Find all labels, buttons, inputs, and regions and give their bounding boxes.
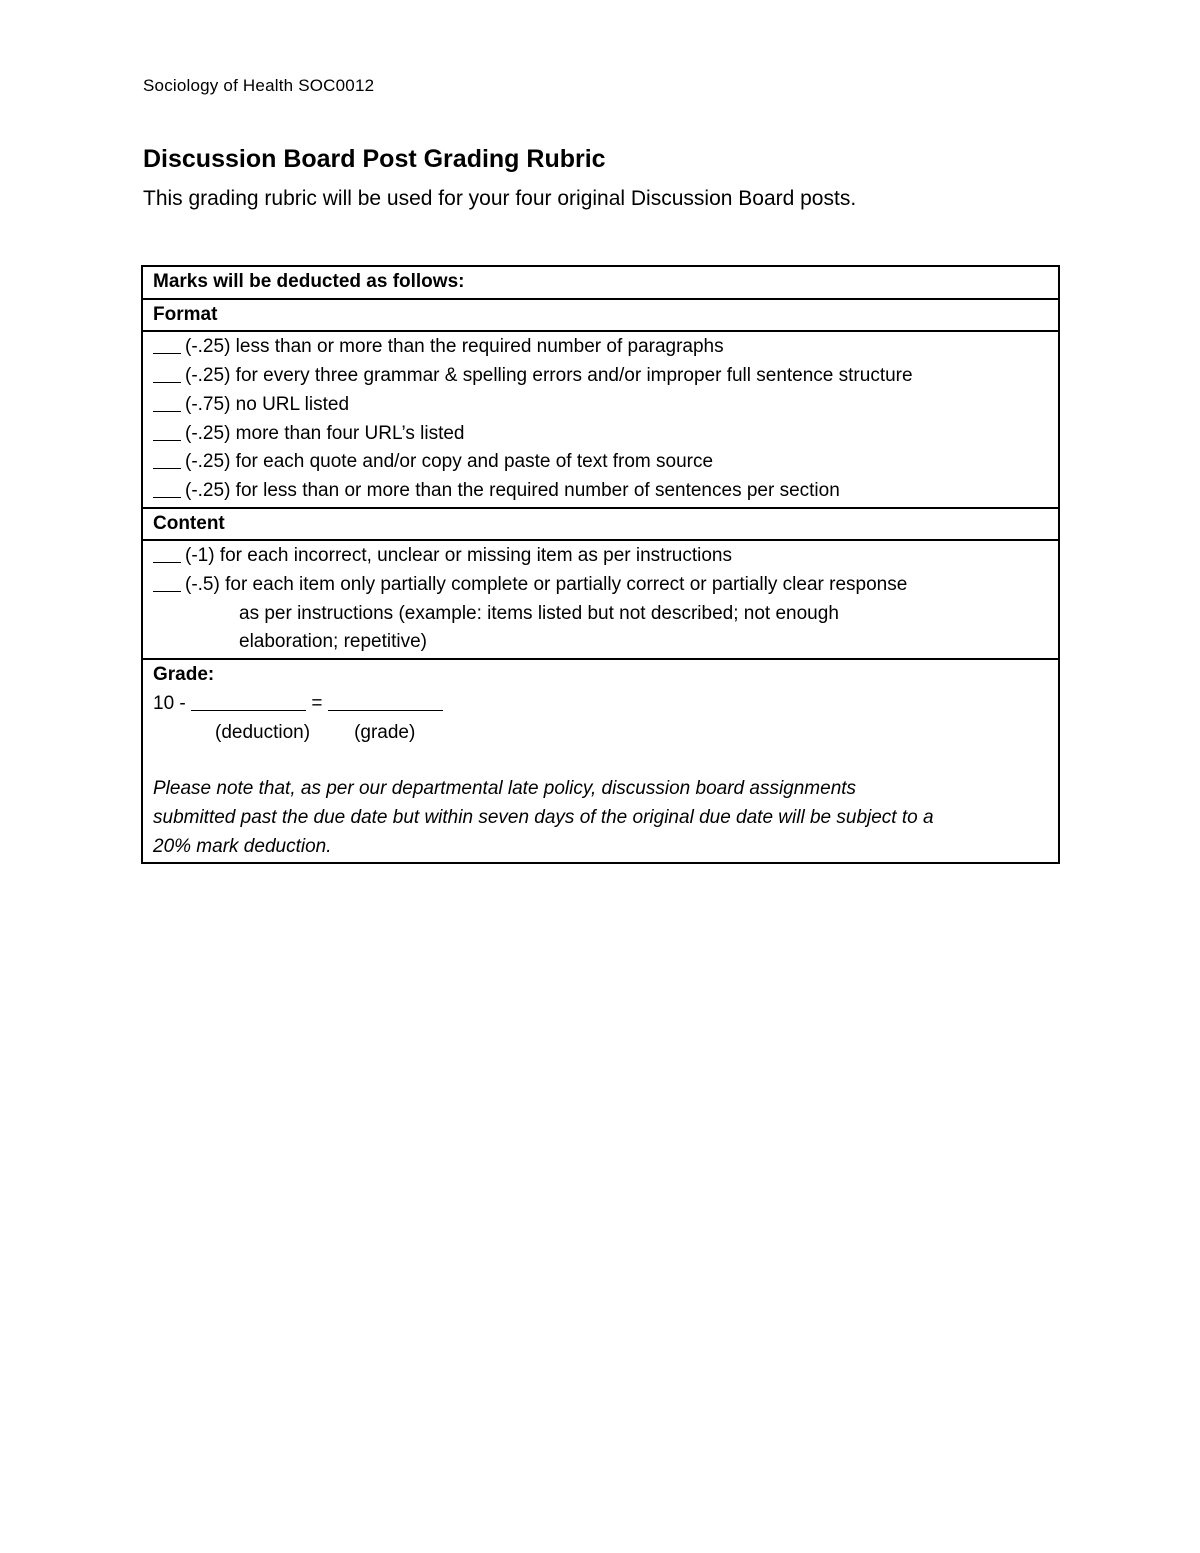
page-title: Discussion Board Post Grading Rubric	[143, 145, 606, 173]
grade-result-label: (grade)	[354, 721, 416, 743]
format-item	[153, 362, 1048, 391]
intro-text: This grading rubric will be used for your four original Discussion Board posts.	[143, 187, 857, 210]
format-item	[153, 448, 1048, 477]
checkbox-blank	[153, 391, 181, 412]
grade-formula-start: 10 -	[153, 692, 186, 714]
content-items-row	[142, 540, 1059, 659]
format-items-cell	[142, 331, 1059, 507]
content-item-text: (-.5) for each item only partially complete or partially correct or partially clear response	[185, 574, 908, 596]
format-item-text: (-.25) for less than or more than the required number of sentences per section	[185, 479, 840, 501]
deduction-label: (deduction)	[215, 721, 311, 743]
format-item	[153, 477, 1048, 506]
grade-row	[142, 659, 1059, 863]
checkbox-blank	[153, 420, 181, 441]
late-policy-note: 20% mark deduction.	[153, 835, 332, 857]
grade-blank	[328, 690, 443, 711]
content-item-continuation: as per instructions (example: items listed but not described; not enough	[239, 602, 839, 624]
content-item-text: (-1) for each incorrect, unclear or missing item as per instructions	[185, 545, 732, 567]
format-item-text: (-.75) no URL listed	[185, 393, 350, 415]
grade-formula	[153, 690, 1048, 719]
format-item	[153, 391, 1048, 420]
format-item-text: (-.25) more than four URL’s listed	[185, 422, 465, 444]
format-items-row	[142, 331, 1059, 507]
late-policy-note: Please note that, as per our departmental late policy, discussion board assignments	[153, 778, 857, 800]
content-label: Content	[142, 508, 1059, 541]
checkbox-blank	[153, 333, 181, 354]
format-item-text: (-.25) for every three grammar & spelling errors and/or improper full sentence structure	[185, 365, 913, 387]
late-policy-note: submitted past the due date but within seven days of the original due date will be subject to a	[153, 806, 934, 828]
grade-cell	[142, 659, 1059, 863]
rubric-heading: Marks will be deducted as follows:	[142, 266, 1059, 299]
checkbox-blank	[153, 362, 181, 383]
checkbox-blank	[153, 571, 181, 592]
format-item	[153, 420, 1048, 449]
format-item-text: (-.25) for each quote and/or copy and paste of text from source	[185, 451, 714, 473]
content-item	[153, 571, 1048, 600]
spacer	[153, 747, 1048, 775]
format-label: Format	[142, 299, 1059, 332]
grade-label: Grade:	[153, 664, 215, 686]
format-item-text: (-.25) less than or more than the required number of paragraphs	[185, 336, 724, 358]
content-items-cell	[142, 540, 1059, 659]
format-item	[153, 333, 1048, 362]
format-label-row	[142, 299, 1059, 332]
checkbox-blank	[153, 477, 181, 498]
content-item	[153, 542, 1048, 571]
deduction-blank	[191, 690, 306, 711]
content-item-continuation: elaboration; repetitive)	[239, 631, 427, 653]
course-header: Sociology of Health SOC0012	[143, 76, 375, 95]
rubric-heading-row	[142, 266, 1059, 299]
grade-formula-labels	[153, 719, 1048, 748]
content-label-row	[142, 508, 1059, 541]
grading-rubric-table	[141, 265, 1060, 864]
grade-formula-equals: =	[311, 692, 323, 714]
checkbox-blank	[153, 542, 181, 563]
checkbox-blank	[153, 448, 181, 469]
